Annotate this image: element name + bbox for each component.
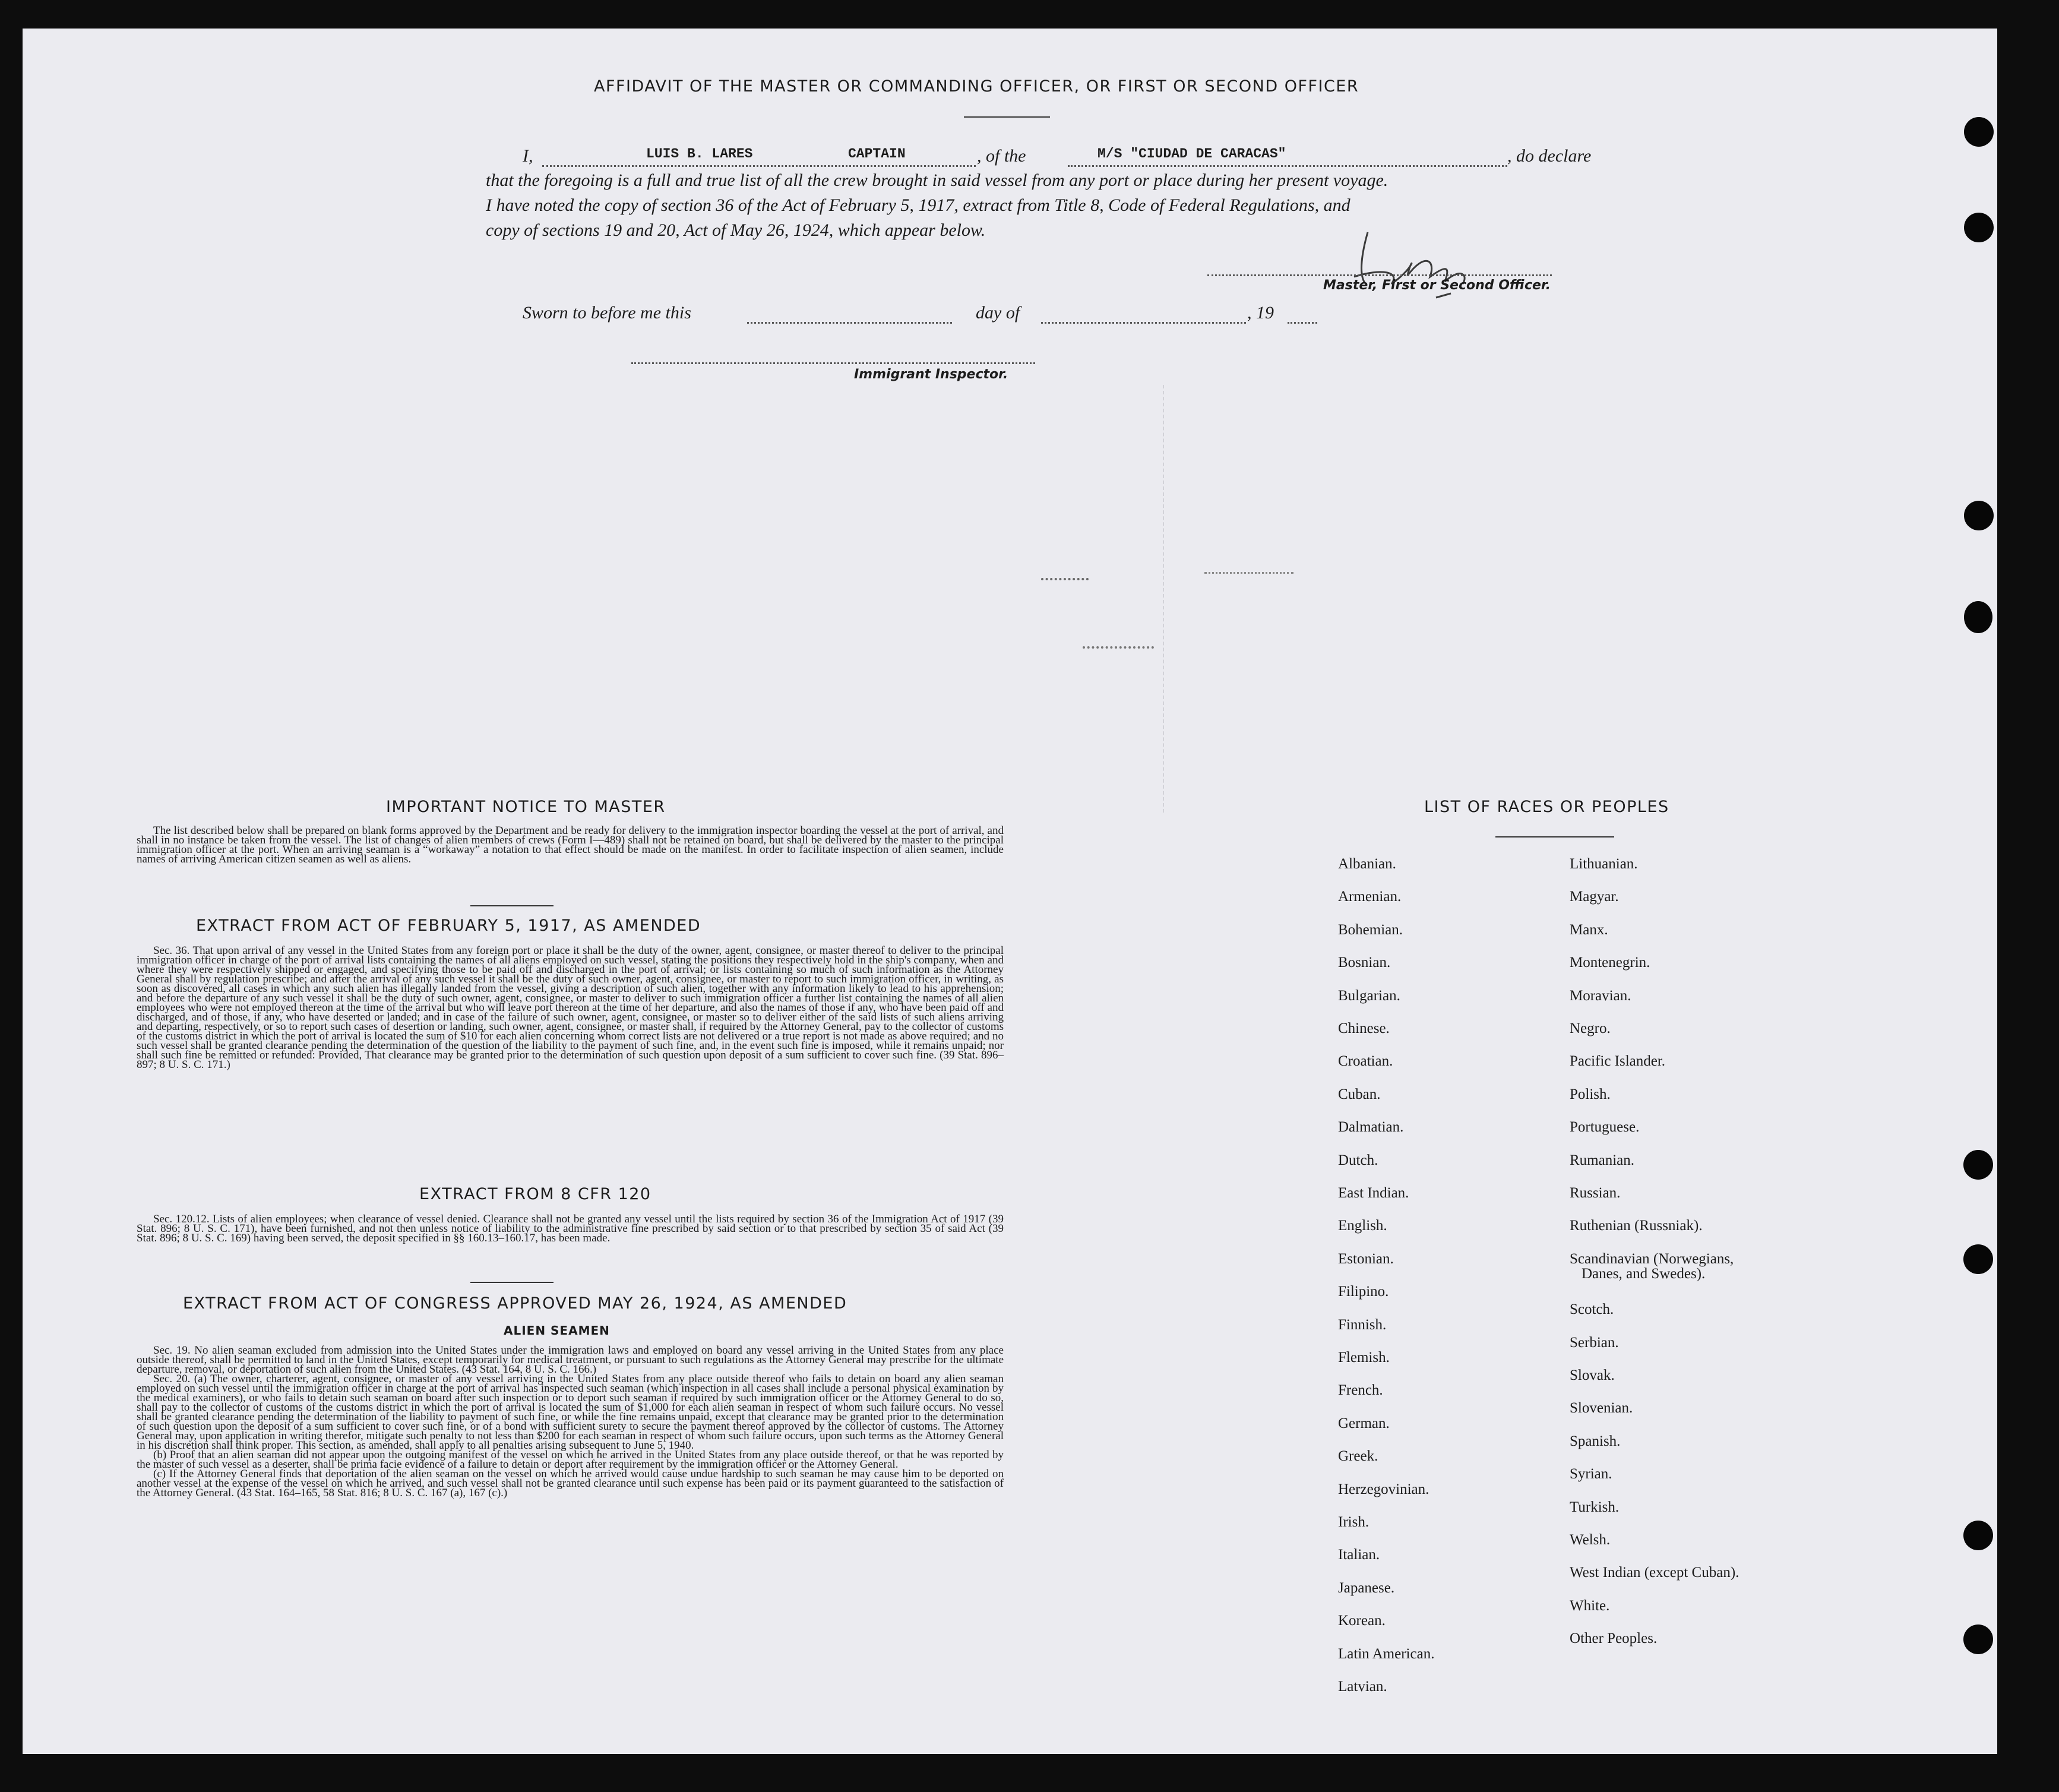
race-item: Chinese. bbox=[1338, 1020, 1390, 1036]
race-item: Ruthenian (Russniak). bbox=[1570, 1218, 1703, 1234]
punch-hole bbox=[1964, 213, 1994, 242]
notice-section bbox=[137, 826, 1004, 864]
master-name-field[interactable]: LUIS B. LARES bbox=[646, 146, 753, 162]
ink-speck bbox=[1041, 578, 1089, 592]
race-item: English. bbox=[1338, 1218, 1387, 1234]
sec20b-text: (b) Proof that an alien seaman did not appear upon the outgoing manifest of the vessel on which he arrived in the United States from any place outside thereof, or that he was reported by the master of such vessel as a deserter, shall be prima facie evidence of a failure to detain or deport after requirement by the immigration officer or the Attorney General. bbox=[137, 1449, 1004, 1471]
notice-text: The list described below shall be prepared on blank forms approved by the Department and be ready for delivery to the immigration inspector boarding the vessel at the port of arrival, and shall in no instance be taken from the vessel. The list of changes of alien members of crews (Form I—489) shall not be retained on board, but shall be delivered by the master to the principal immigration officer at the port. When an arriving seaman is a “workaway” a notation to that effect should be made on the manifest. In order to facilitate inspection of alien seamen, include names of arriving American citizen seamen as well as aliens. bbox=[137, 824, 1004, 865]
extract-1917-title: EXTRACT FROM ACT OF FEBRUARY 5, 1917, AS AMENDED bbox=[196, 916, 701, 935]
race-item: Manx. bbox=[1570, 921, 1608, 938]
cfr-divider bbox=[470, 1282, 554, 1283]
race-item: Welsh. bbox=[1570, 1532, 1611, 1548]
ink-speck bbox=[1083, 646, 1154, 660]
notice-title: IMPORTANT NOTICE TO MASTER bbox=[386, 798, 666, 816]
race-item: Flemish. bbox=[1338, 1349, 1390, 1366]
punch-hole bbox=[1964, 501, 1994, 530]
race-item: Irish. bbox=[1338, 1514, 1369, 1530]
race-item: West Indian (except Cuban). bbox=[1570, 1565, 1739, 1581]
sworn-month-dotline[interactable] bbox=[1041, 322, 1246, 324]
inspector-caption: Immigrant Inspector. bbox=[854, 367, 1008, 382]
race-item: Croatian. bbox=[1338, 1053, 1393, 1070]
race-item: Dalmatian. bbox=[1338, 1119, 1404, 1136]
punch-hole bbox=[1963, 1150, 1993, 1180]
extract-cfr-section bbox=[137, 1215, 1004, 1243]
race-item: Slovak. bbox=[1570, 1367, 1615, 1383]
race-item: Russian. bbox=[1570, 1185, 1621, 1201]
signature-dotline bbox=[1207, 274, 1552, 276]
race-item: French. bbox=[1338, 1382, 1383, 1399]
race-item: Other Peoples. bbox=[1570, 1630, 1658, 1647]
alien-seamen-subtitle: ALIEN SEAMEN bbox=[504, 1323, 610, 1338]
inspector-dotline bbox=[631, 362, 1035, 364]
race-item: Danes, and Swedes). bbox=[1582, 1265, 1706, 1282]
declaration-do-declare: , do declare bbox=[1507, 146, 1592, 166]
race-item: Estonian. bbox=[1338, 1250, 1394, 1267]
race-item: Filipino. bbox=[1338, 1284, 1389, 1300]
race-item: East Indian. bbox=[1338, 1185, 1409, 1201]
race-item: Scotch. bbox=[1570, 1301, 1614, 1318]
race-item: Pacific Islander. bbox=[1570, 1053, 1666, 1070]
race-item: Rumanian. bbox=[1570, 1152, 1635, 1168]
extract-1917-text: Sec. 36. That upon arrival of any vessel in the United States from any foreign port or place it shall be the duty of the owner, agent, consignee, or master thereof to deliver to the principal immigration officer in charge of the port of arrival lists containing the names of all aliens employed on such vessel, stating the positions they respectively hold in the ship's company, when and where they were respectively shipped or engaged, and specifying those to be paid off and discharged in the port of arrival; or lists containing so much of such information as the Attorney General shall by regulation prescribe; and after the arrival of any such vessel it shall be the duty of such owner, agent, consignee, or master to report to such immigration officer, in writing, as soon as discovered, all cases in which any such alien has illegally landed from the vessel, giving a description of such alien, together with any information likely to lead to his apprehension; and before the departure of any such vessel it shall be the duty of such owner, agent, consignee, or master to deliver to such immigration officer a further list containing the names of all alien employees who were not employed thereon at the time of the arrival but who will leave port thereon at the time of her departure, and also the names of those if any, who have been paid off and discharged, and of those, if any, who have deserted or landed; and in case of the failure of such owner, agent, consignee, or master so to deliver either of the said lists of such aliens arriving and departing, respectively, or so to report such cases of desertion or landing, such owner, agent, consignee, or master shall, if required by the Attorney General, pay to the collector of customs of the customs district in which the port of arrival is located the sum of $10 for each alien concerning whom correct lists are not delivered or a true report is not made as above required; and no such vessel shall be granted clearance pending the determination of the question of the liability to the payment of such fine, and, in the event such fine is imposed, while it remains unpaid; nor shall such fine be remitted or refunded: Provided, That clearance may be granted prior to the determination of such question upon deposit of a sum sufficient to cover such fine. (39 Stat. 896–897; 8 U. S. C. 171.) bbox=[137, 944, 1004, 1071]
race-item: Serbian. bbox=[1570, 1334, 1619, 1351]
races-divider bbox=[1495, 836, 1614, 837]
race-item: Latvian. bbox=[1338, 1679, 1387, 1695]
sworn-year-dotline[interactable] bbox=[1288, 322, 1317, 324]
race-item: Polish. bbox=[1570, 1086, 1611, 1102]
day-of-label: day of bbox=[976, 303, 1020, 323]
ink-speck bbox=[1204, 572, 1293, 580]
punch-hole bbox=[1964, 601, 1992, 633]
race-item: Spanish. bbox=[1570, 1433, 1621, 1449]
race-item: Japanese. bbox=[1338, 1579, 1395, 1596]
race-item: Portuguese. bbox=[1570, 1119, 1640, 1136]
race-item: Latin American. bbox=[1338, 1645, 1435, 1662]
punch-hole bbox=[1963, 1625, 1993, 1654]
races-title: LIST OF RACES OR PEOPLES bbox=[1424, 798, 1669, 816]
race-item: Korean. bbox=[1338, 1613, 1386, 1629]
race-item: Herzegovinian. bbox=[1338, 1481, 1429, 1497]
race-item: Finnish. bbox=[1338, 1316, 1387, 1333]
race-item: Albanian. bbox=[1338, 856, 1396, 872]
year-prefix: , 19 bbox=[1247, 303, 1274, 323]
faint-column-marks bbox=[1163, 385, 1200, 813]
extract-1924-section bbox=[137, 1346, 1004, 1498]
sec19-text: Sec. 19. No alien seaman excluded from admission into the United States under the immigration laws and employed on board any vessel arriving in the United States from any place outside thereof, shall be permitted to land in the United States, except temporarily for medical treatment, or pursuant to such regulations as the Attorney General may prescribe for the ultimate departure, removal, or deportation of such alien from the United States. (43 Stat. 164, 8 U. S. C. 166.) bbox=[137, 1344, 1004, 1376]
extract-1917-section bbox=[137, 946, 1004, 1070]
extract-cfr-text: Sec. 120.12. Lists of alien employees; when clearance of vessel denied. Clearance shall not be granted any vessel until the lists required by section 36 of the Immigration Act of 1917 (39 Stat. 896; 8 U. S. C. 171), have been furnished, and not then unless notice of liability to the administrative fine prescribed by said section or to that prescribed by section 35 of said Act (39 Stat. 896; 8 U. S. C. 169) having been served, the deposit specified in §§ 160.13–160.17, has been made. bbox=[137, 1213, 1004, 1244]
sworn-day-dotline[interactable] bbox=[747, 322, 952, 324]
vessel-name-field[interactable]: M/S "CIUDAD DE CARACAS" bbox=[1097, 146, 1286, 162]
race-item: Syrian. bbox=[1570, 1466, 1612, 1483]
race-item: Dutch. bbox=[1338, 1152, 1378, 1168]
punch-hole bbox=[1964, 117, 1994, 147]
race-item: Moravian. bbox=[1570, 987, 1631, 1004]
affidavit-title: AFFIDAVIT OF THE MASTER OR COMMANDING OFFICER, OR FIRST OR SECOND OFFICER bbox=[594, 77, 1359, 96]
title-divider bbox=[964, 116, 1050, 118]
declaration-line-2: that the foregoing is a full and true list of all the crew brought in said vessel from any port or place during her present voyage. bbox=[486, 170, 1389, 190]
extract-1924-title: EXTRACT FROM ACT OF CONGRESS APPROVED MAY 26, 1924, AS AMENDED bbox=[183, 1294, 847, 1313]
race-item: Slovenian. bbox=[1570, 1400, 1633, 1417]
race-item: Greek. bbox=[1338, 1448, 1378, 1465]
race-item: Bosnian. bbox=[1338, 955, 1391, 971]
extract-cfr-title: EXTRACT FROM 8 CFR 120 bbox=[419, 1185, 651, 1203]
signature-caption: Master, First or Second Officer. bbox=[1323, 278, 1551, 293]
race-item: Italian. bbox=[1338, 1547, 1380, 1563]
notice-divider bbox=[470, 905, 554, 906]
sec20a-text: Sec. 20. (a) The owner, charterer, agent, consignee, or master of any vessel arriving in the United States from any place outside thereof who fails to detain on board any alien seaman employed on such vessel until the immigration officer in charge at the port of arrival has inspected such seaman (which inspection in all cases shall include a personal physical examination by the medical examiners), or who fails to detain such seaman on board after such inspection or to deport such seaman if required by such immigration officer or the Attorney General to do so, shall pay to the collector of customs of the customs district in which the port of arrival is located the sum of $1,000 for each alien seaman in respect of whom such failure occurs. No vessel shall be granted clearance pending the determination of the liability to payment of such fine, or while the fine remains unpaid, except that clearance may be granted prior to the determination of such question upon the deposit of a sum sufficient to cover such fine, or of a bond with sufficient surety to secure the payment thereof approved by the collector of customs. The Attorney General may, upon application in writing therefor, mitigate such penalty to not less than $200 for each seaman in respect of whom such failure occurs, upon such terms as the Attorney General in his discretion shall think proper. This section, as amended, shall apply to all penalties arising subsequent to June 5, 1940. bbox=[137, 1373, 1004, 1452]
declaration-of-the: , of the bbox=[977, 146, 1026, 166]
rank-field[interactable]: CAPTAIN bbox=[848, 146, 906, 162]
race-item: German. bbox=[1338, 1415, 1390, 1431]
vessel-dotline bbox=[1068, 165, 1507, 167]
punch-hole bbox=[1963, 1521, 1993, 1550]
race-item: Cuban. bbox=[1338, 1086, 1381, 1102]
punch-hole bbox=[1963, 1244, 1993, 1274]
sworn-label: Sworn to before me this bbox=[523, 303, 691, 323]
document-page bbox=[23, 29, 1997, 1754]
race-item: Armenian. bbox=[1338, 889, 1402, 905]
master-signature bbox=[1347, 217, 1484, 306]
sec20c-text: (c) If the Attorney General finds that deportation of the alien seaman on the vessel on which he arrived would cause undue hardship to such seaman he may cause him to be deported on another vessel at the expense of the vessel on which he arrived, and such vessel shall not be granted clearance until such expense has been paid or its payment guaranteed to the satisfaction of the Attorney General. (43 Stat. 164–165, 58 Stat. 816; 8 U. S. C. 167 (a), 167 (c).) bbox=[137, 1468, 1004, 1499]
declaration-pronoun: I, bbox=[523, 146, 533, 166]
race-item: Lithuanian. bbox=[1570, 856, 1638, 872]
declaration-line-4: copy of sections 19 and 20, Act of May 26, 1924, which appear below. bbox=[486, 220, 986, 240]
race-item: Magyar. bbox=[1570, 889, 1619, 905]
race-item: Montenegrin. bbox=[1570, 955, 1650, 971]
race-item: Turkish. bbox=[1570, 1499, 1620, 1515]
race-item: Bohemian. bbox=[1338, 921, 1403, 938]
declaration-line-3: I have noted the copy of section 36 of the Act of February 5, 1917, extract from Title 8, Code of Federal Regulations, and bbox=[486, 195, 1350, 215]
race-item: White. bbox=[1570, 1597, 1610, 1614]
name-dotline bbox=[542, 165, 976, 167]
race-item: Negro. bbox=[1570, 1020, 1611, 1036]
race-item: Bulgarian. bbox=[1338, 987, 1400, 1004]
race-item: Scandinavian (Norwegians, bbox=[1570, 1250, 1734, 1267]
